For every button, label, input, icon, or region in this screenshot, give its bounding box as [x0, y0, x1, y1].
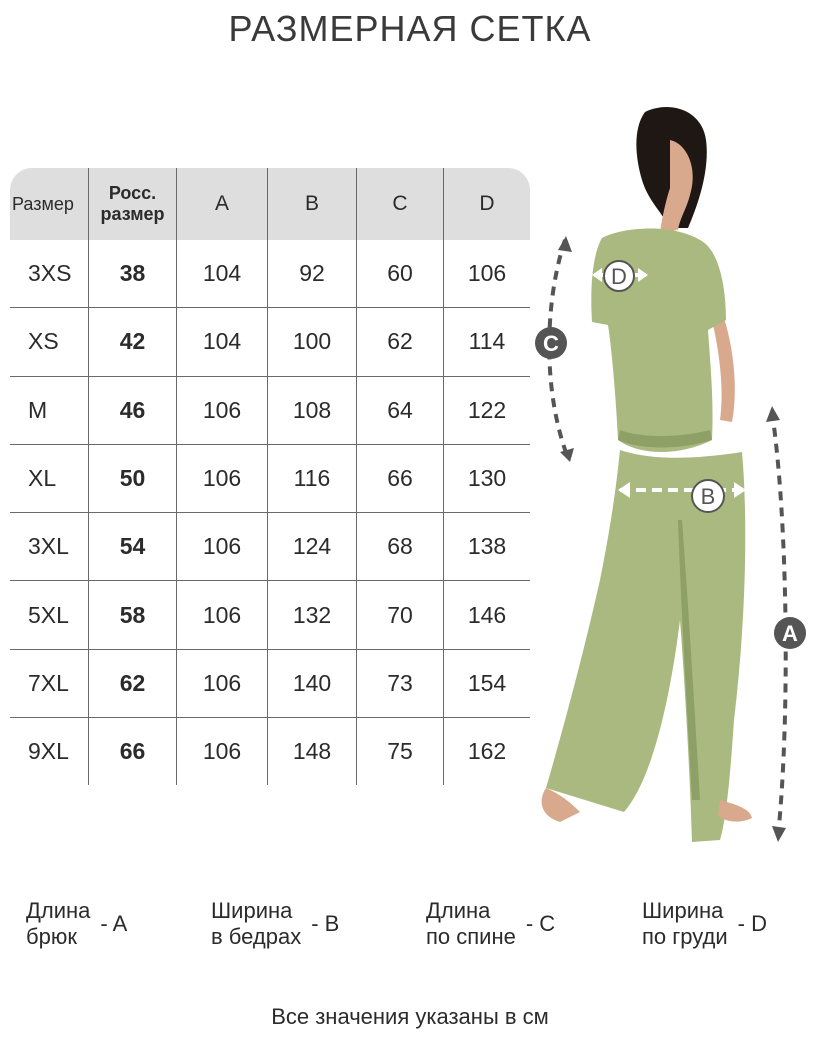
model-foot-right	[718, 800, 752, 822]
table-row	[10, 581, 530, 649]
measure-cell: 114	[443, 308, 530, 375]
ru-size-cell: 58	[88, 581, 176, 648]
size-cell: 9XL	[28, 738, 69, 765]
measure-cell: 73	[356, 650, 443, 717]
legend-d-code: - D	[737, 911, 767, 936]
measure-cell: 116	[267, 445, 356, 512]
header-cell-ru-size	[88, 168, 176, 240]
legend-b-code: - B	[311, 911, 340, 936]
ru-size-cell: 62	[88, 650, 176, 717]
legend-c-line2: по спине	[426, 924, 516, 949]
table-row	[10, 445, 530, 513]
measure-cell: 154	[443, 650, 530, 717]
measure-cell: 104	[176, 240, 267, 307]
measure-cell: 106	[176, 581, 267, 648]
marker-a-label: A	[782, 621, 798, 646]
measure-cell: 62	[356, 308, 443, 375]
measure-cell: 66	[356, 445, 443, 512]
measure-cell: 60	[356, 240, 443, 307]
size-cell: M	[28, 396, 48, 423]
legend-item-a	[26, 898, 127, 950]
header-cell-d: D	[443, 168, 530, 240]
measure-cell: 92	[267, 240, 356, 307]
table-row	[10, 377, 530, 445]
table-row	[10, 650, 530, 718]
measure-cell: 104	[176, 308, 267, 375]
header-cell-b: B	[267, 168, 356, 240]
marker-b-label: B	[700, 484, 716, 509]
measure-cell: 130	[443, 445, 530, 512]
measure-cell: 68	[356, 513, 443, 580]
header-cell-a: A	[176, 168, 267, 240]
marker-c-label: C	[543, 331, 559, 356]
measure-cell: 106	[176, 377, 267, 444]
measure-cell: 132	[267, 581, 356, 648]
legend-c-line1: Длина	[426, 898, 491, 923]
table-row	[10, 513, 530, 581]
legend-b-line2: в бедрах	[211, 924, 302, 949]
table-body	[10, 240, 530, 785]
size-table	[10, 168, 530, 785]
measure-cell: 162	[443, 718, 530, 785]
measure-cell: 106	[176, 650, 267, 717]
measure-cell: 106	[176, 718, 267, 785]
measure-cell: 138	[443, 513, 530, 580]
measure-cell: 140	[267, 650, 356, 717]
ru-size-cell: 50	[88, 445, 176, 512]
model-photo	[520, 100, 820, 860]
header-cell-ru-size-text: Росс. размер	[100, 183, 165, 224]
measure-cell: 100	[267, 308, 356, 375]
legend-d-line2: по груди	[642, 924, 728, 949]
ru-size-cell: 42	[88, 308, 176, 375]
size-cell: XL	[28, 465, 57, 492]
measure-cell: 64	[356, 377, 443, 444]
measure-cell: 106	[443, 240, 530, 307]
legend-d-line1: Ширина	[642, 898, 724, 923]
ru-size-cell: 38	[88, 240, 176, 307]
measure-cell: 106	[176, 513, 267, 580]
model-arm-right	[712, 318, 735, 422]
measure-cell: 70	[356, 581, 443, 648]
ru-size-cell: 66	[88, 718, 176, 785]
measure-cell: 106	[176, 445, 267, 512]
table-row	[10, 240, 530, 308]
legend-item-b	[211, 898, 339, 950]
measure-cell: 148	[267, 718, 356, 785]
table-header-row	[10, 168, 530, 240]
header-cell-size: Размер	[12, 193, 74, 214]
measure-cell: 146	[443, 581, 530, 648]
size-cell: 3XL	[28, 533, 69, 560]
size-cell: XS	[28, 328, 59, 355]
ru-size-cell: 54	[88, 513, 176, 580]
legend-item-c	[426, 898, 555, 950]
measure-cell: 124	[267, 513, 356, 580]
legend-item-d	[642, 898, 767, 950]
legend-c-code: - C	[525, 911, 556, 936]
size-cell: 3XS	[28, 260, 72, 287]
legend-a-line1: Длина	[26, 898, 91, 923]
measure-cell: 108	[267, 377, 356, 444]
size-cell: 7XL	[28, 669, 69, 696]
header-cell-c: C	[356, 168, 443, 240]
ru-size-cell: 46	[88, 377, 176, 444]
marker-d-label: D	[611, 264, 627, 289]
size-cell: 5XL	[28, 601, 69, 628]
measure-cell: 122	[443, 377, 530, 444]
legend-a-line2: брюк	[26, 924, 77, 949]
page-title: РАЗМЕРНАЯ СЕТКА	[228, 8, 592, 49]
table-row	[10, 718, 530, 785]
legend-a-code: - A	[100, 911, 128, 936]
measure-cell: 75	[356, 718, 443, 785]
legend-b-line1: Ширина	[211, 898, 293, 923]
units-note: Все значения указаны в см	[271, 1004, 549, 1029]
table-row	[10, 308, 530, 376]
